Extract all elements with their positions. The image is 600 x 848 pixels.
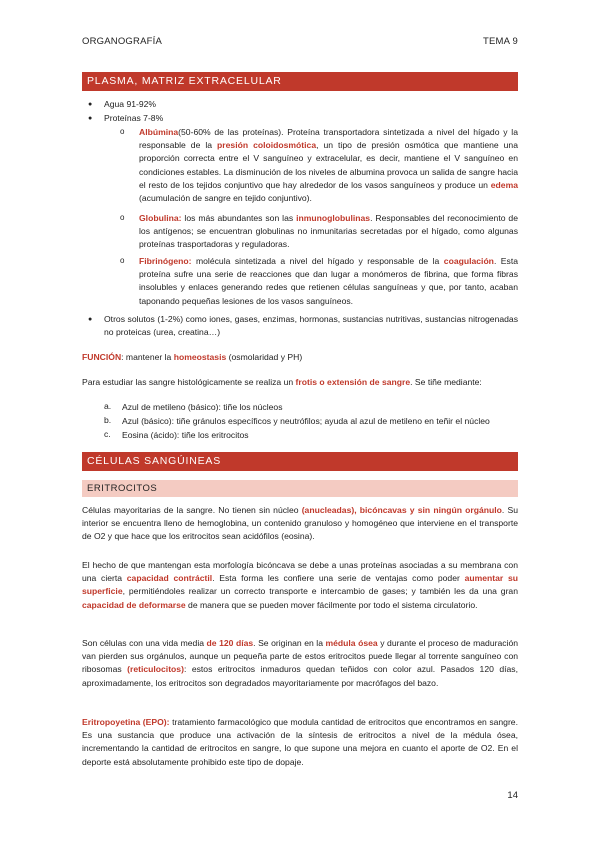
- circle-bullet-icon: o: [120, 256, 125, 265]
- funcion-text-1: : mantener la: [121, 352, 174, 362]
- circle-bullet-icon: o: [120, 213, 125, 222]
- term-albumina: Albúmina: [139, 127, 179, 137]
- eritrocitos-paragraph-4: [82, 716, 518, 769]
- term-aumentar-superficie: aumentar su superficie: [82, 573, 518, 597]
- albumina-paragraph: [139, 126, 518, 205]
- funcion-line: [82, 351, 302, 364]
- term-120-dias: de 120 días: [206, 638, 254, 648]
- estudio-text-1: Para estudiar las sangre histológicamente se realiza un: [82, 377, 296, 387]
- term-globulina: Globulina:: [139, 213, 182, 223]
- fibrinogeno-text-2: . Esta proteína sufre una serie de reacciones que dan lugar a monómeros de fibrina, que forma fibras insolubles y enlaces generando redes que retienen células sanguíneas y que, por tanto, acaban taponando pequeñas lesiones de los vasos sanguíneos.: [139, 256, 518, 306]
- p2-text-1: El hecho de que mantengan esta morfología bicóncava se debe a unas proteínas asociadas a su membrana con una cierta: [82, 560, 518, 584]
- term-presion-coloidosmotica: presión coloidosmótica: [217, 140, 317, 151]
- term-capacidad-contractil: capacidad contráctil: [126, 573, 213, 584]
- estudio-text-2: . Se tiñe mediante:: [410, 377, 482, 387]
- funcion-text-2: (osmolaridad y PH): [226, 352, 303, 362]
- page-header: [82, 36, 518, 47]
- list-marker: c.: [104, 429, 111, 439]
- term-edema: edema: [490, 179, 518, 190]
- section-title-celulas: CÉLULAS SANGÚINEAS: [82, 452, 518, 471]
- p4-text-1: tratamiento farmacológico que modula cantidad de eritrocitos que encontramos en sangre. Es una sustancia que produce una activación de la síntesis de eritrocitos a nivel de la médula ósea, incrementando la cantidad de eritrocitos en sangre, lo que supone una mejora en cuanto el aporte de O2. En el deporte está absolutamente prohibido este tipo de dopaje.: [82, 717, 518, 767]
- term-reticulocitos: (reticulocitos): [127, 664, 184, 675]
- globulina-paragraph: [139, 212, 518, 252]
- p3-text-4: : estos eritrocitos inmaduros quedan teñidos con color azul. Pasados 120 días, aproximadamente, los eritrocitos son degradados mayoritariamente por macrófagos del bazo.: [82, 664, 518, 688]
- p2-text-2: . Esta forma les confiere una serie de ventajas como poder: [212, 573, 465, 584]
- globulina-text-1: los más abundantes son las: [181, 213, 297, 223]
- header-topic: TEMA 9: [483, 36, 518, 47]
- bullet-otros: Otros solutos (1-2%) como iones, gases, enzimas, hormonas, sustancias nutritivas, sustancias nitrogenadas no proteicas (urea, creatina…): [104, 314, 518, 338]
- fibrinogeno-paragraph: [139, 255, 518, 308]
- fibrinogeno-text-1: molécula sintetizada a nivel del hígado y responsable de la: [191, 256, 444, 266]
- list-marker: a.: [104, 401, 112, 411]
- header-subject: ORGANOGRAFÍA: [82, 36, 162, 47]
- term-frotis: frotis o extensión de sangre: [295, 377, 411, 387]
- circle-bullet-icon: o: [120, 127, 125, 136]
- globulina-text-2: . Responsables del reconocimiento de los antígenos; se encuentran globulinas no inmunitarias secretadas por el hígado, como algunas proteínas trasportadoras y reguladoras.: [139, 213, 518, 250]
- bullet-proteinas: Proteínas 7-8%: [104, 113, 164, 123]
- term-coagulacion: coagulación: [443, 256, 494, 266]
- term-inmunoglobulinas: inmunoglobulinas: [296, 213, 371, 223]
- eritrocitos-paragraph-1: [82, 504, 518, 544]
- stain-item: Eosina (ácido): tiñe los eritrocitos: [122, 430, 249, 440]
- term-epo: Eritropoyetina (EPO):: [82, 717, 170, 727]
- p1-text-2: . Su interior se encuentra lleno de hemoglobina, un contenido granuloso y homogéneo que interviene en el transporte de O2 y que hace que los eritrocitos sean acidófilos (eosina).: [82, 505, 518, 542]
- p3-text-2: . Se originan en la: [253, 638, 326, 648]
- p2-text-4: de manera que se pueden mover fácilmente por todo el sistema circulatorio.: [185, 599, 478, 610]
- albumina-text-3: (acumulación de sangre en tejido conjuntivo).: [139, 193, 312, 204]
- bullet-icon: ●: [88, 101, 93, 108]
- bullet-agua: Agua 91-92%: [104, 99, 157, 109]
- p2-text-3: , permitiéndoles realizar un correcto transporte e intercambio de gases; y también les da una gran: [122, 586, 518, 597]
- term-homeostasis: homeostasis: [173, 352, 227, 362]
- stain-item: Azul de metileno (básico): tiñe los núcleos: [122, 402, 283, 412]
- p3-text-1: Son células con una vida media: [82, 638, 207, 648]
- section-title-plasma: PLASMA, MATRIZ EXTRACELULAR: [82, 72, 518, 91]
- eritrocitos-paragraph-3: [82, 637, 518, 690]
- term-capacidad-deformarse: capacidad de deformarse: [82, 599, 186, 610]
- estudio-line: [82, 376, 522, 389]
- term-medula-osea: médula ósea: [325, 638, 378, 648]
- term-fibrinogeno: Fibrinógeno:: [139, 256, 192, 266]
- bullet-icon: ●: [88, 115, 93, 122]
- p1-text-1: Células mayoritarias de la sangre. No tienen sin núcleo: [82, 505, 302, 515]
- stain-item: Azul (básico): tiñe gránulos específicos y neutrófilos; ayuda al azul de metileno en teñir el núcleo: [122, 416, 490, 426]
- albumina-text-2: , un tipo de presión osmótica que mantiene una proporción correcta entre el V sanguíneo y extracelular, es decir, mantiene el V sanguíneo en condiciones estables. La disminución de los niveles de albumina provoca un salida de sangre hacia el resto de los tejidos conjuntivo que hay alrededor de los vasos sanguíneos y produce un: [139, 140, 518, 190]
- bullet-icon: ●: [88, 316, 93, 323]
- funcion-label: FUNCIÓN: [82, 352, 122, 362]
- list-marker: b.: [104, 415, 112, 425]
- term-anucleadas: (anucleadas), bicóncavas y sin ningún orgánulo: [301, 505, 502, 515]
- page-number: 14: [507, 790, 518, 801]
- subsection-title-eritrocitos: ERITROCITOS: [82, 480, 518, 497]
- p3-text-3: y durante el proceso de maduración van pierden sus orgánulos, aunque un pequeña parte de estos eritrocitos puede llegar al torrente sanguíneo con ribosomas: [82, 638, 519, 675]
- eritrocitos-paragraph-2: [82, 559, 518, 612]
- albumina-text-1: (50-60% de las proteínas). Proteína transportadora sintetizada a nivel del hígado y la responsable de la: [139, 127, 518, 151]
